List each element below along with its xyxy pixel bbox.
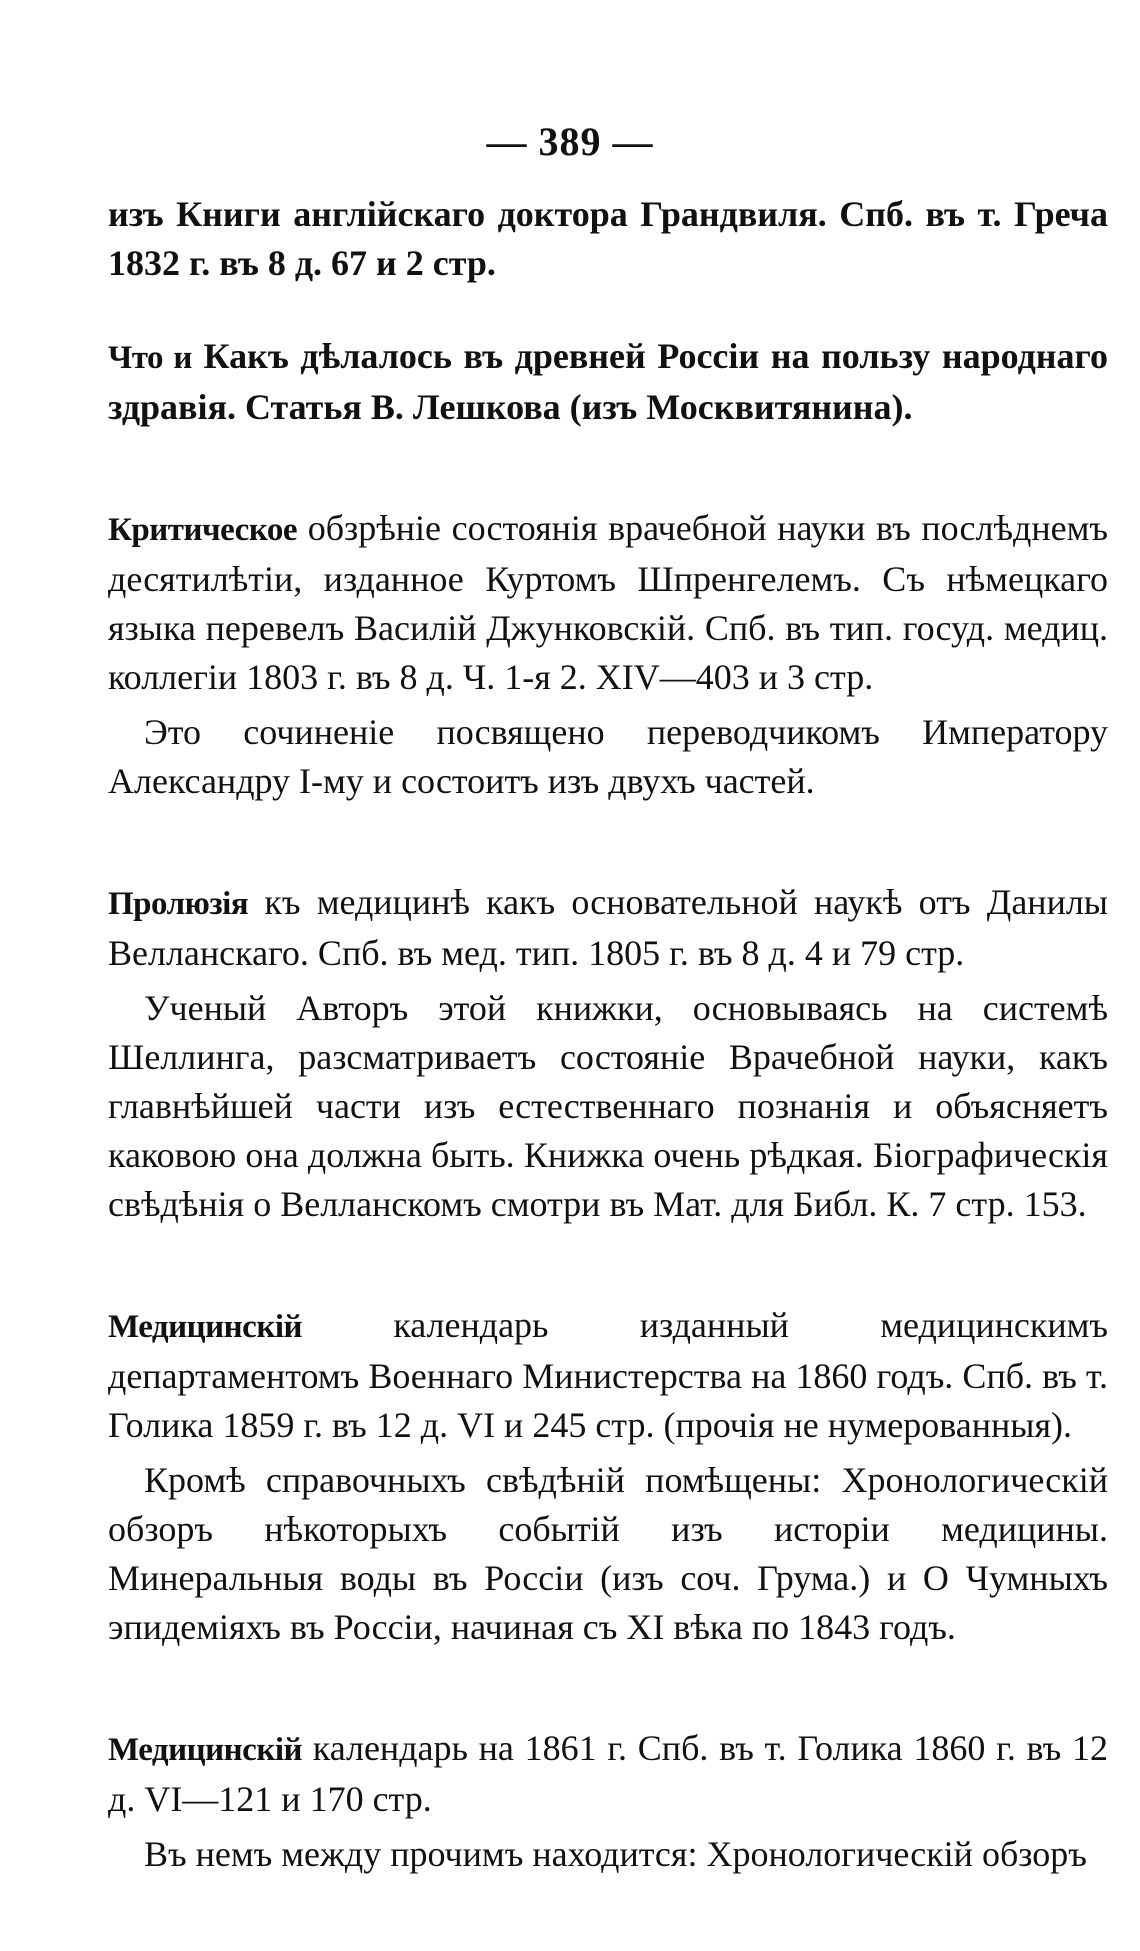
bibliography-entry: [108, 504, 1108, 806]
bibliography-entry: [108, 1724, 1108, 1879]
entry-title-head: Медицинскій: [108, 1309, 303, 1345]
entry-title-head: Пролюзія: [108, 886, 249, 922]
entry-citation: [108, 504, 1108, 702]
bibliography-entry: [108, 332, 1108, 432]
entry-title-head: Медицинскій: [108, 1732, 303, 1768]
entry-title-head: Что и: [108, 340, 192, 376]
entry-title-head: Критическое: [108, 512, 298, 548]
entry-citation-rest: Какъ дѣлалось въ древней Россіи на пользу народнаго здравія. Статья В. Лешкова (изъ Москвитянина).: [108, 336, 1108, 427]
entry-annotation: Въ немъ между прочимъ находится: Хронологическій обзоръ: [144, 1834, 1087, 1874]
page-number: — 389 —: [486, 119, 654, 164]
entry-annotation: Это сочиненіе посвящено переводчикомъ Императору Александру I-му и состоитъ изъ двухъ частей.: [108, 712, 1108, 801]
page-content: [108, 190, 1108, 1951]
entry-citation: изъ Книги англійскаго доктора Грандвиля. Спб. въ т. Греча 1832 г. въ 8 д. 67 и 2 стр.: [108, 194, 1108, 283]
bibliography-entry: [108, 878, 1108, 1229]
entry-annotation: Ученый Авторъ этой книжки, основываясь на системѣ Шеллинга, разсматриваетъ состояніе Врачебной науки, какъ главнѣйшей части изъ естественнаго познанія и объясняетъ каковою она должна быть. Книжка очень рѣдкая. Біографическія свѣдѣнія о Велланскомъ смотри въ Мат. для Библ. К. 7 стр. 153.: [108, 988, 1108, 1224]
entry-citation-rest: обзрѣніе состоянія врачебной науки въ послѣднемъ десятилѣтіи, изданное Куртомъ Шпренгелемъ. Съ нѣмецкаго языка перевелъ Василій Джунковскій. Спб. въ тип. госуд. медиц. коллегіи 1803 г. въ 8 д. Ч. 1-я 2. XIV—403 и 3 стр.: [108, 508, 1108, 697]
entry-citation: [108, 1724, 1108, 1824]
entry-citation: [108, 332, 1108, 432]
entry-citation-rest: къ медицинѣ какъ основательной наукѣ отъ Данилы Велланскаго. Спб. въ мед. тип. 1805 г. въ 8 д. 4 и 79 стр.: [108, 882, 1108, 973]
entry-annotation: Кромѣ справочныхъ свѣдѣній помѣщены: Хронологическій обзоръ нѣкоторыхъ событій изъ исторіи медицины. Минеральныя воды въ Россіи (изъ соч. Грума.) и О Чумныхъ эпидеміяхъ въ Россіи, начиная съ XI вѣка по 1843 годъ.: [108, 1460, 1108, 1647]
entry-citation: [108, 1301, 1108, 1450]
entry-citation-rest: календарь на 1861 г. Спб. въ т. Голика 1860 г. въ 12 д. VI—121 и 170 стр.: [108, 1728, 1108, 1819]
bibliography-entry: [108, 1301, 1108, 1652]
entry-citation: [108, 878, 1108, 978]
bibliography-entry: [108, 190, 1108, 288]
entry-citation-rest: календарь изданный медицинскимъ департаментомъ Военнаго Министерства на 1860 годъ. Спб. въ т. Голика 1859 г. въ 12 д. VI и 245 стр. (прочія не нумерованныя).: [108, 1305, 1108, 1445]
